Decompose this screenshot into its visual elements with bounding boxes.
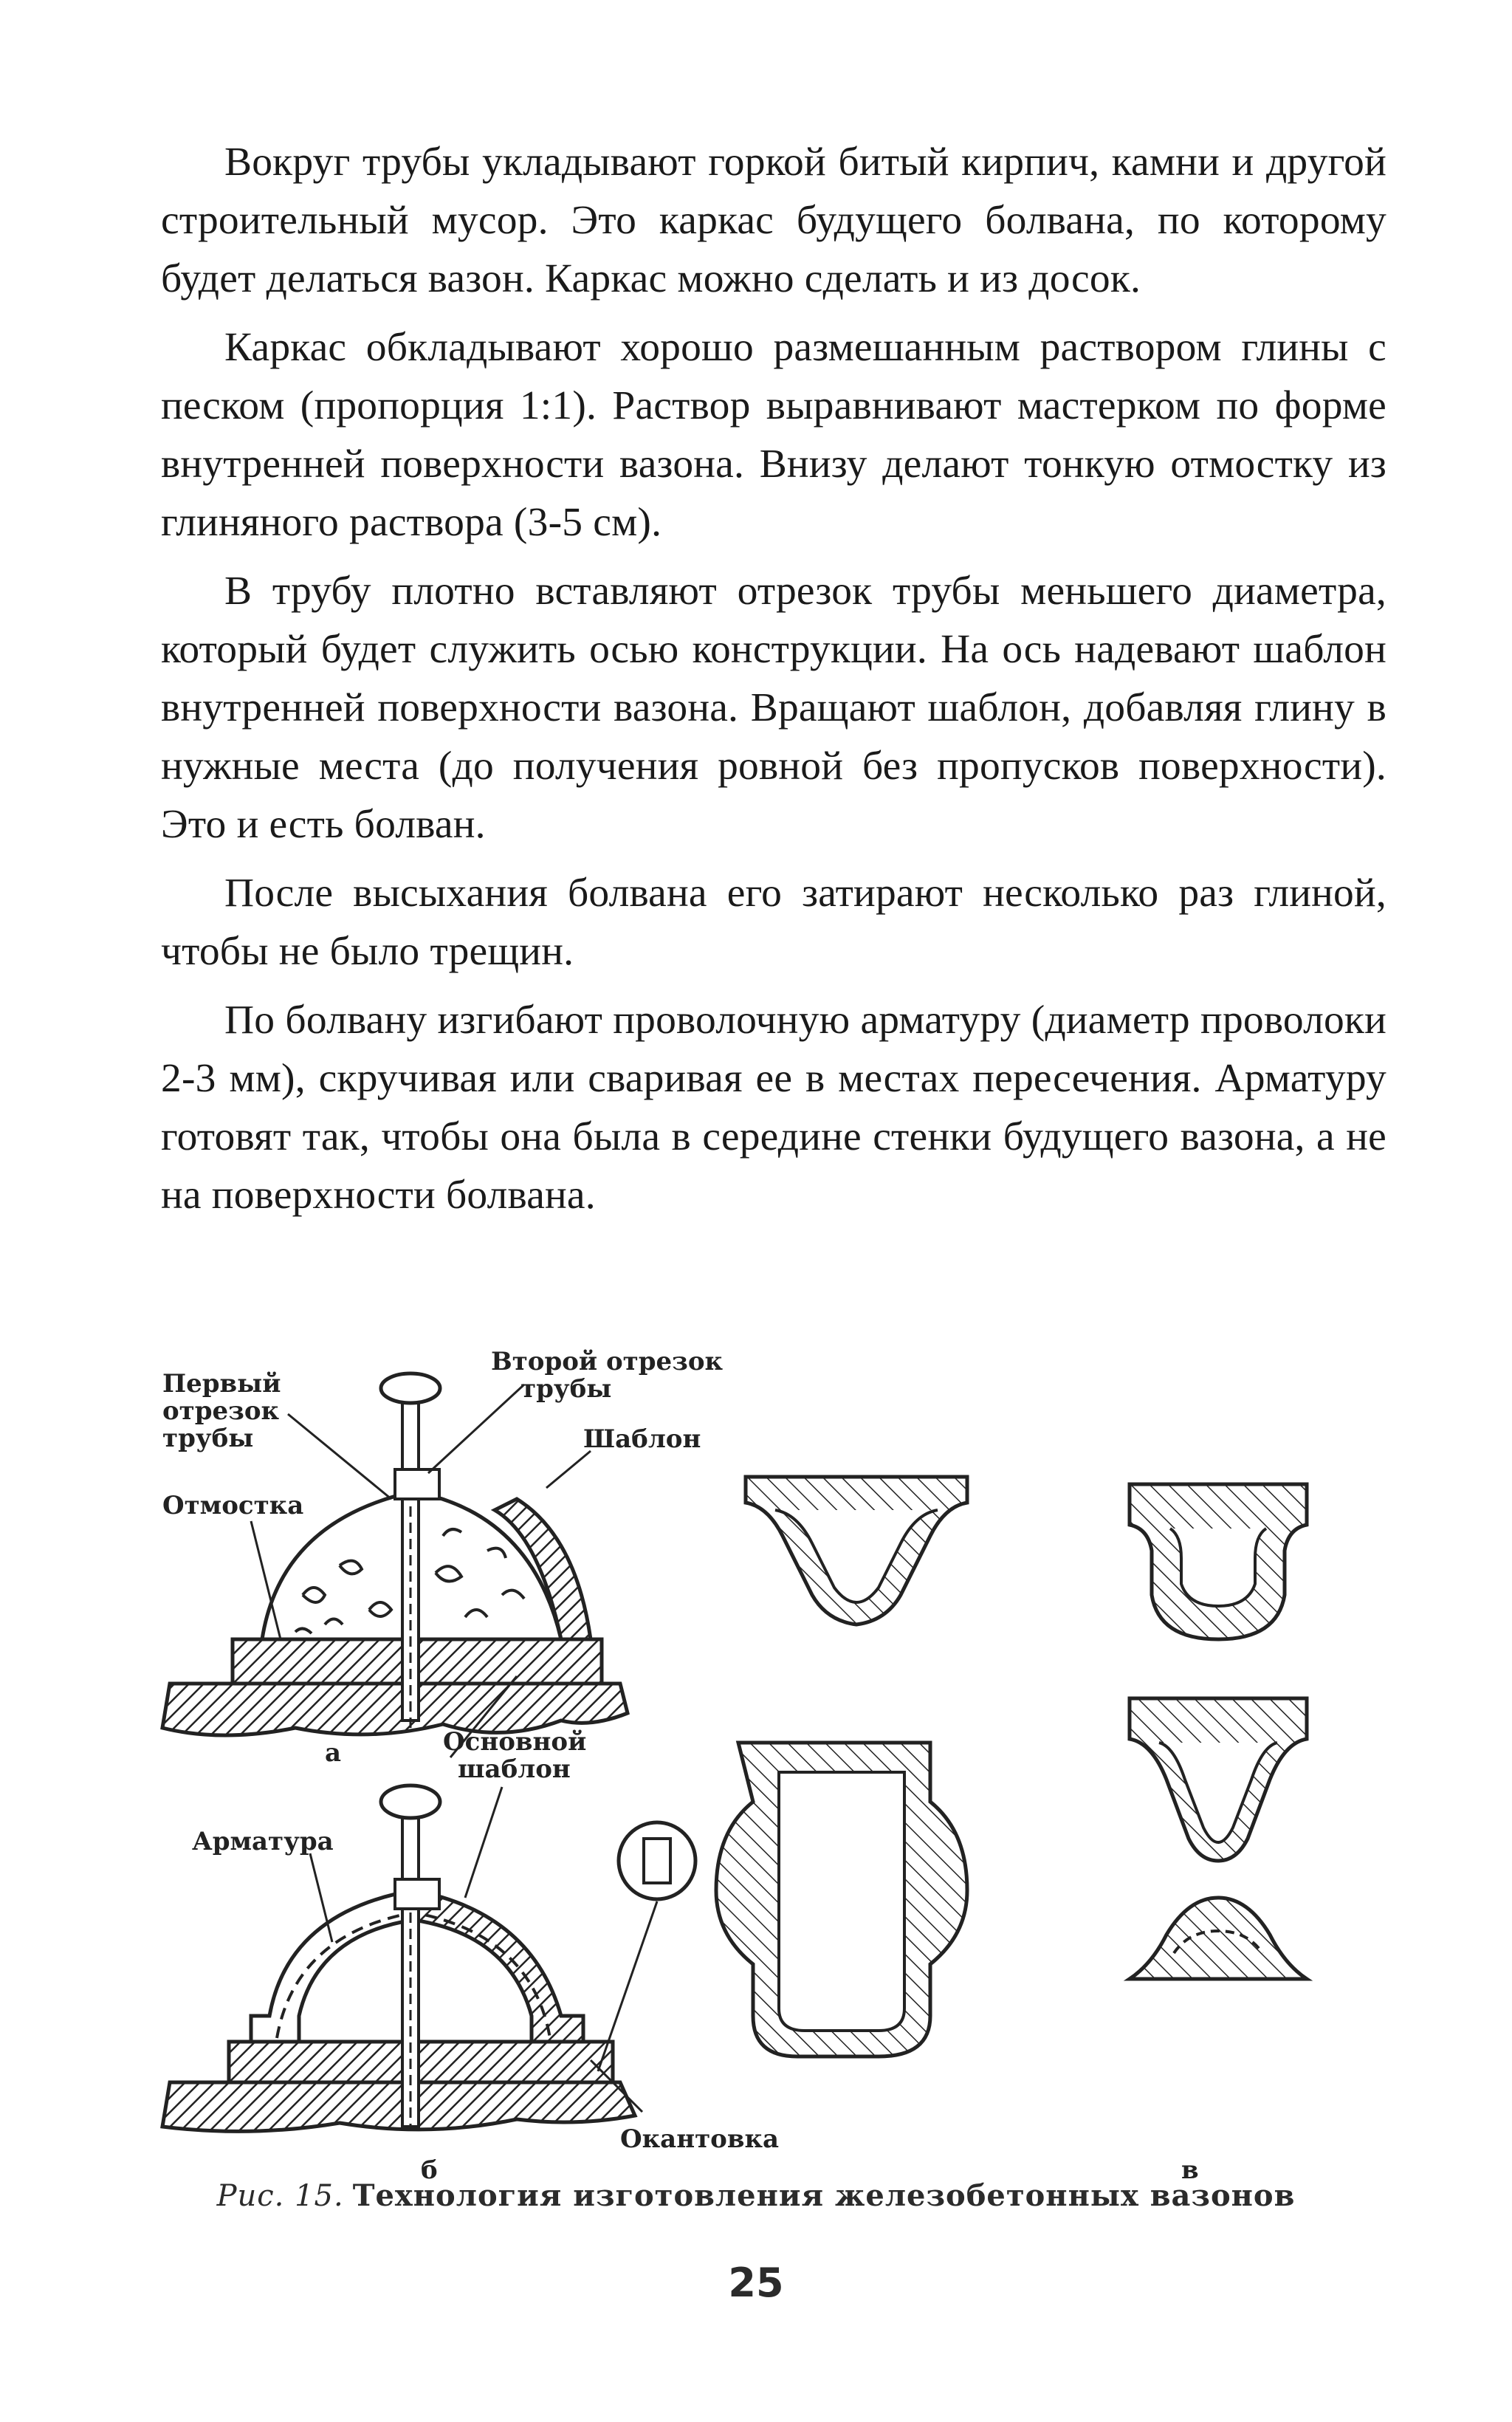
page-number: 25 <box>728 2260 784 2306</box>
label-edging: Окантовка <box>620 2124 780 2154</box>
slab-b <box>229 2042 613 2082</box>
paragraph-3: В трубу плотно вставляют отрезок трубы меньшего диаметра, который будет служить осью конструкции. На ось надевают шаблон внутренней поверхности вазона. Вращают шаблон, добавляя глину в нужные места (до получения ровной без пропусков поверхности). Это и есть болван. <box>161 569 1386 847</box>
label-first-pipe-2: отрезок <box>162 1396 280 1426</box>
template-b <box>413 1890 583 2042</box>
pipe-sleeve-b <box>395 1879 439 1909</box>
paragraph-2: Каркас обкладывают хорошо размешанным раствором глины с песком (пропорция 1:1). Раствор выравнивают мастерком по форме внутренней поверхности вазона. Внизу делают тонкую отмостку из глиняного раствора (3-5 см). <box>161 325 1386 545</box>
diagram-b <box>162 1785 779 2185</box>
label-first-pipe-1: Первый <box>162 1369 281 1399</box>
label-apron: Отмостка <box>162 1491 304 1520</box>
paragraph-1: Вокруг трубы укладывают горкой битый кирпич, камни и другой строительный мусор. Это каркас будущего болвана, по которому будет делаться вазон. Каркас можно сделать и из досок. <box>161 140 1386 301</box>
body-text <box>161 133 1386 1235</box>
label-first-pipe-3: трубы <box>162 1424 254 1453</box>
caption-prefix: Рис. 15. <box>216 2179 344 2213</box>
paragraph-5: По болвану изгибают проволочную арматуру (диаметр проволоки 2-3 мм), скручивая или сваривая ее в местах пересечения. Арматуру готовят так, чтобы она была в середине стенки будущего вазона, а не на поверхности болвана. <box>161 998 1386 1218</box>
figure-drawing <box>148 1329 1403 2215</box>
label-sub-v: в <box>1181 2155 1199 2185</box>
label-main-template-2: шаблон <box>458 1754 571 1784</box>
figure-caption <box>0 2178 1512 2213</box>
profile-3-inner <box>779 1772 904 2031</box>
edging-detail <box>644 1839 670 1883</box>
caption-text: Технология изготовления железобетонных вазонов <box>352 2178 1296 2213</box>
diagram-v <box>716 1477 1307 2185</box>
label-sub-b: б <box>421 2155 438 2185</box>
paragraph-4: После высыхания болвана его затирают несколько раз глиной, чтобы не было трещин. <box>161 871 1386 974</box>
diagram-a <box>162 1347 724 1784</box>
profile-5 <box>1130 1898 1307 1979</box>
ground-b <box>162 2082 635 2131</box>
knob-b <box>381 1785 440 1818</box>
pipe-sleeve-a <box>395 1469 439 1499</box>
label-second-pipe-1: Второй отрезок <box>491 1347 724 1376</box>
knob-a <box>381 1373 440 1403</box>
label-rebar: Арматура <box>192 1827 334 1856</box>
shell-b-left <box>251 1890 413 2042</box>
figure-15 <box>148 1329 1403 2215</box>
label-main-template-1: Основной <box>443 1727 587 1757</box>
label-second-pipe-2: трубы <box>520 1374 612 1404</box>
label-sub-a: а <box>325 1738 342 1768</box>
label-template: Шаблон <box>583 1424 701 1454</box>
